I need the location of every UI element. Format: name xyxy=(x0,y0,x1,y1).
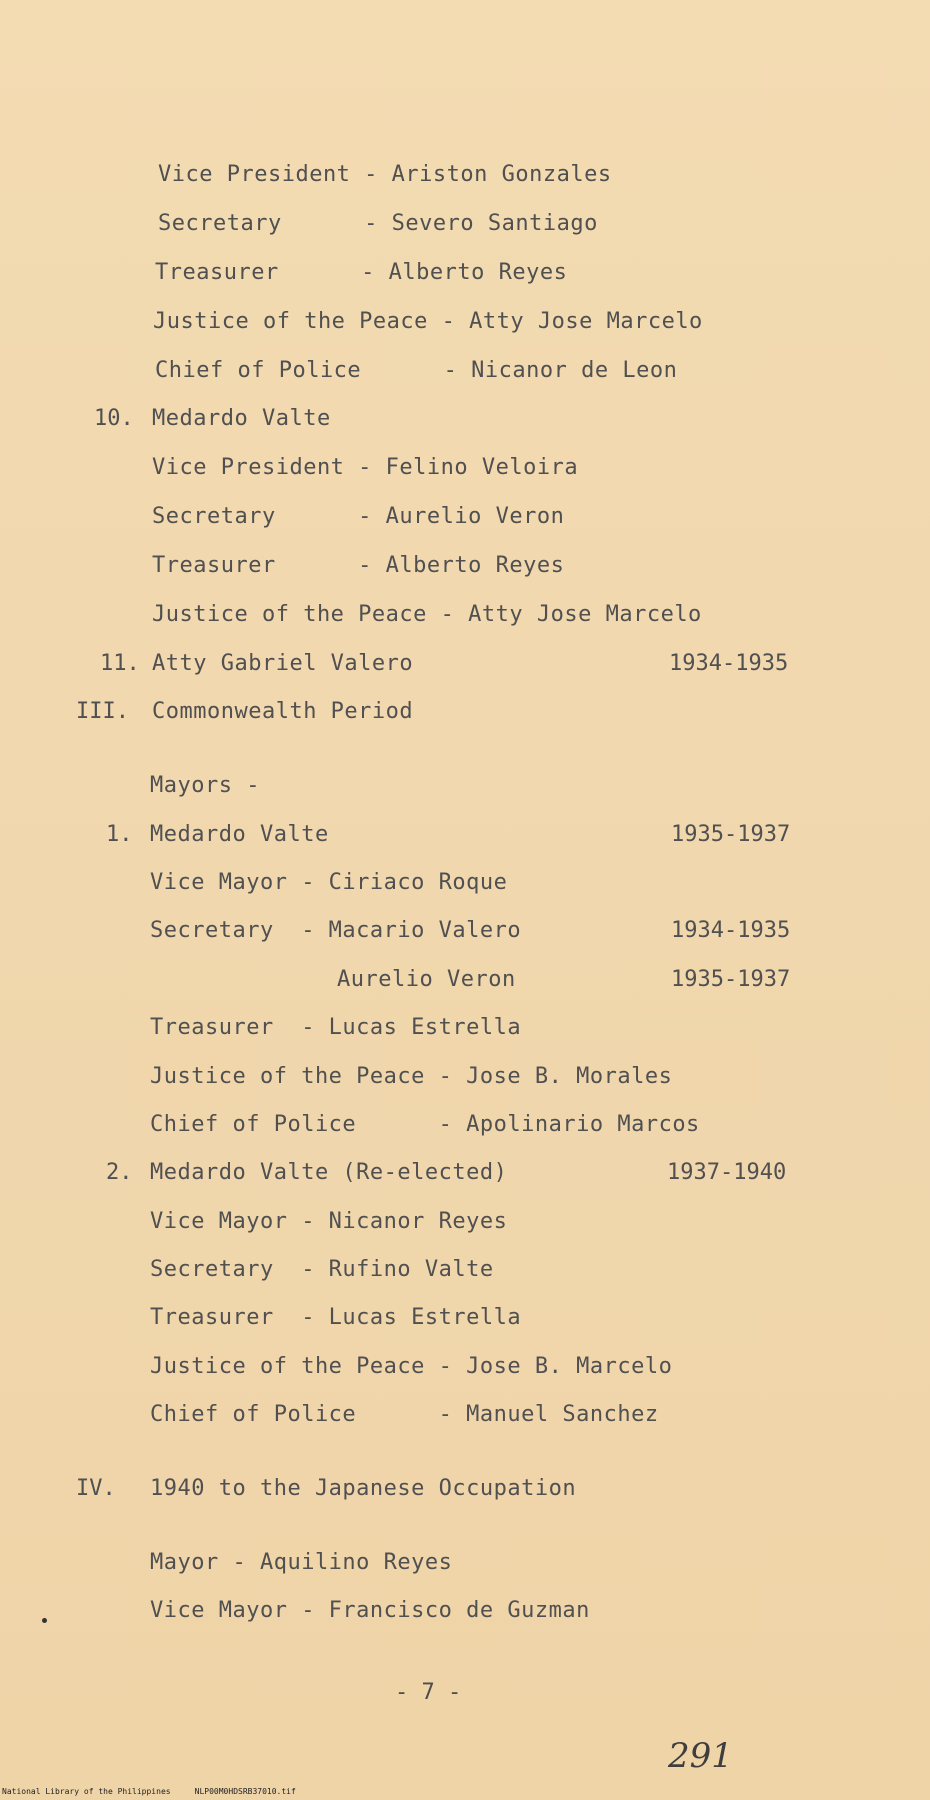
mayor-name: Medardo Valte xyxy=(150,822,329,847)
treasurer-line: Treasurer - Lucas Estrella xyxy=(150,1305,522,1330)
section-number: III. xyxy=(76,699,129,724)
term-years: 1934-1935 xyxy=(669,651,789,676)
justice-line: Justice of the Peace - Atty Jose Marcelo xyxy=(152,602,702,627)
secretary-line: Aurelio Veron xyxy=(337,967,516,992)
archive-stamp: National Library of the Philippines NLP00M0HDSRB37010.tif xyxy=(2,1787,296,1796)
term-years: 1935-1937 xyxy=(671,967,791,992)
treasurer-line: Treasurer - Alberto Reyes xyxy=(152,553,565,578)
justice-line: Justice of the Peace - Jose B. Morales xyxy=(150,1064,673,1089)
section-number: IV. xyxy=(76,1476,116,1501)
vice-president-line: Vice President - Felino Veloira xyxy=(152,455,579,480)
item-number: 2. xyxy=(106,1160,133,1185)
mayors-heading: Mayors - xyxy=(150,773,260,798)
handwritten-number: 291 xyxy=(668,1736,733,1776)
justice-line: Justice of the Peace - Atty Jose Marcelo xyxy=(153,309,703,334)
mayor-name: Medardo Valte (Re-elected) xyxy=(150,1160,508,1185)
secretary-line: Secretary - Severo Santiago xyxy=(158,211,598,236)
section-title: 1940 to the Japanese Occupation xyxy=(150,1476,577,1501)
item-number: 1. xyxy=(106,822,133,847)
term-years: 1937-1940 xyxy=(667,1160,787,1185)
vice-mayor-line: Vice Mayor - Ciriaco Roque xyxy=(150,870,508,895)
item-number: 10. xyxy=(94,406,134,431)
secretary-line: Secretary - Macario Valero xyxy=(150,918,522,943)
ink-dot xyxy=(42,1618,47,1623)
item-number: 11. xyxy=(100,651,140,676)
chief-police-line: Chief of Police - Apolinario Marcos xyxy=(150,1112,700,1137)
secretary-line: Secretary - Aurelio Veron xyxy=(152,504,565,529)
mayor-name: Medardo Valte xyxy=(152,406,331,431)
vice-president-line: Vice President - Ariston Gonzales xyxy=(158,162,612,187)
vice-mayor-line: Vice Mayor - Nicanor Reyes xyxy=(150,1209,508,1234)
term-years: 1935-1937 xyxy=(671,822,791,847)
vice-mayor-line: Vice Mayor - Francisco de Guzman xyxy=(150,1598,590,1623)
mayor-name: Atty Gabriel Valero xyxy=(152,651,414,676)
chief-police-line: Chief of Police - Nicanor de Leon xyxy=(155,358,678,383)
term-years: 1934-1935 xyxy=(671,918,791,943)
treasurer-line: Treasurer - Alberto Reyes xyxy=(155,260,568,285)
section-title: Commonwealth Period xyxy=(152,699,414,724)
justice-line: Justice of the Peace - Jose B. Marcelo xyxy=(150,1354,673,1379)
page-number: - 7 - xyxy=(395,1680,462,1705)
mayor-line: Mayor - Aquilino Reyes xyxy=(150,1550,453,1575)
secretary-line: Secretary - Rufino Valte xyxy=(150,1257,494,1282)
treasurer-line: Treasurer - Lucas Estrella xyxy=(150,1015,522,1040)
chief-police-line: Chief of Police - Manuel Sanchez xyxy=(150,1402,659,1427)
